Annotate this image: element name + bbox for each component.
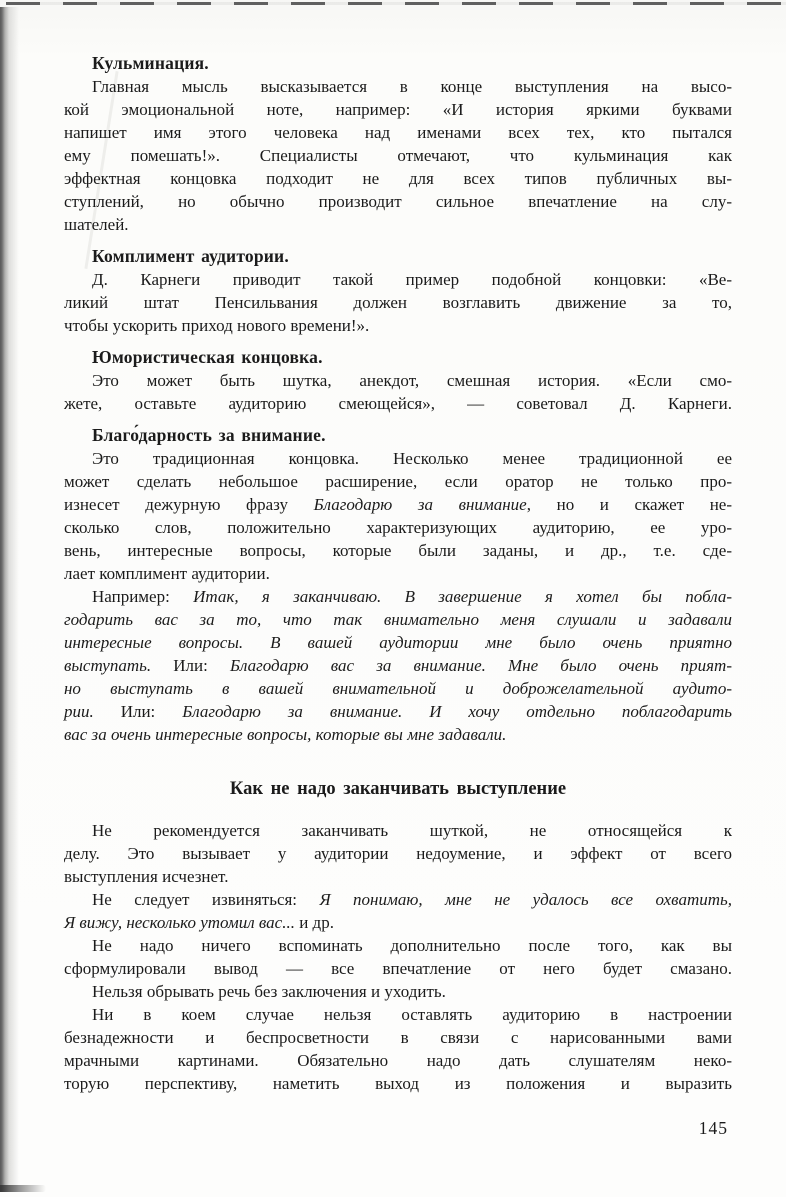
text-segment: ему помешать!». Специалисты отмечают, что кульминация как	[64, 146, 732, 165]
text-segment: но выступать в вашей внимательной и доброжелательной аудито-	[64, 679, 732, 698]
text-line	[64, 677, 732, 700]
text-line	[64, 1049, 732, 1072]
text-segment: Нельзя обрывать речь без заключения и уходить.	[92, 982, 446, 1001]
text-segment: торую перспективу, наметить выход из положения и выразить	[64, 1074, 732, 1093]
paragraph	[64, 1003, 732, 1095]
text-line	[64, 723, 732, 746]
text-block	[64, 52, 732, 1095]
text-segment: Я понимаю, мне не удалось все охватить,	[319, 890, 732, 909]
text-line	[64, 291, 732, 314]
text-segment: напишет имя этого человека над именами всех тех, кто пытался	[64, 123, 732, 142]
text-segment: и др.	[294, 913, 334, 932]
text-segment: Итак, я заканчиваю. В завершение я хотел бы побла-	[193, 587, 732, 606]
paragraph	[64, 819, 732, 888]
text-segment: чтобы ускорить приход нового времени!».	[64, 316, 370, 335]
text-segment: безнадежности и беспросветности в связи с нарисованными вами	[64, 1028, 732, 1047]
text-line	[64, 539, 732, 562]
paragraph	[64, 447, 732, 585]
text-segment: Благодарю вас за внимание. Мне было очень прият-	[229, 656, 732, 675]
text-segment: может сделать небольшое расширение, если оратор не только про-	[64, 472, 732, 491]
section-heading: Комплимент аудитории.	[92, 246, 289, 266]
text-line	[64, 268, 732, 291]
page-number: 145	[698, 1118, 728, 1138]
scan-bottom-corner-mark	[0, 1185, 46, 1192]
text-line	[64, 865, 732, 888]
text-line	[64, 957, 732, 980]
text-line	[64, 213, 732, 236]
text-segment: выступления исчезнет.	[64, 867, 229, 886]
text-line	[64, 980, 732, 1003]
text-segment: выступать.	[64, 656, 152, 675]
text-segment: кой эмоциональной ноте, например: «И история яркими буквами	[64, 100, 732, 119]
text-line	[64, 654, 732, 677]
text-line	[64, 1003, 732, 1026]
text-line	[64, 585, 732, 608]
paragraph	[64, 369, 732, 415]
text-segment: Д. Карнеги приводит такой пример подобной концовки: «Ве-	[92, 270, 732, 289]
text-segment: шателей.	[64, 215, 129, 234]
text-line	[64, 121, 732, 144]
text-segment: сформулировали вывод — все впечатление от него будет смазано.	[64, 959, 732, 978]
text-line	[64, 1072, 732, 1095]
paragraph	[64, 980, 732, 1003]
text-line	[64, 608, 732, 631]
text-segment: вень, интересные вопросы, которые были заданы, и др., т.е. сде-	[64, 541, 732, 560]
text-line	[64, 470, 732, 493]
text-line	[64, 934, 732, 957]
text-line	[64, 562, 732, 585]
section-heading: Кульминация.	[92, 53, 209, 73]
text-line	[64, 819, 732, 842]
text-line	[64, 144, 732, 167]
section-heading: Юмористическая концовка.	[92, 347, 323, 367]
text-line	[64, 369, 732, 392]
text-segment: , но и скажет не-	[526, 495, 733, 514]
text-segment: Не надо ничего вспоминать дополнительно после того, как вы	[92, 936, 732, 955]
text-line	[64, 167, 732, 190]
paragraph	[64, 888, 732, 934]
text-line	[64, 631, 732, 654]
text-segment: интересные вопросы. В вашей аудитории мне было очень приятно	[64, 633, 732, 652]
text-line	[64, 190, 732, 213]
text-segment: Это традиционная концовка. Несколько менее традиционной ее	[92, 449, 732, 468]
text-segment: Не рекомендуется заканчивать шуткой, не относящейся к	[92, 821, 732, 840]
text-line	[64, 842, 732, 865]
text-segment: делу. Это вызывает у аудитории недоумение, и эффект от всего	[64, 844, 732, 863]
text-line	[64, 1026, 732, 1049]
text-segment: Не следует извиняться:	[92, 890, 320, 909]
chapter-heading: Как не надо заканчивать выступление	[229, 779, 567, 799]
paragraph	[64, 268, 732, 337]
text-segment: эффектная концовка подходит не для всех типов публичных вы-	[64, 169, 732, 188]
text-segment: рии.	[64, 702, 94, 721]
text-segment: жете, оставьте аудиторию смеющейся», — советовал Д. Карнеги.	[64, 394, 732, 413]
text-segment: ликий штат Пенсильвания должен возглавить движение за то,	[64, 293, 732, 312]
text-segment: Я вижу, несколько утомил вас...	[64, 913, 295, 932]
text-segment: мрачными картинами. Обязательно надо дать слушателям неко-	[64, 1051, 732, 1070]
text-segment: Благодарю за внимание. И хочу отдельно поблагодарить	[182, 702, 732, 721]
text-line	[64, 98, 732, 121]
text-segment: Ни в коем случае нельзя оставлять аудиторию в настроении	[92, 1005, 732, 1024]
text-segment: годарить вас за то, что так внимательно меня слушали и задавали	[64, 610, 732, 629]
text-segment: вас за очень интересные вопросы, которые вы мне задавали.	[64, 725, 507, 744]
paragraph	[64, 75, 732, 236]
text-segment: Главная мысль высказывается в конце выступления на высо-	[92, 77, 732, 96]
text-segment: Например:	[92, 587, 194, 606]
text-line	[64, 888, 732, 911]
text-line	[64, 447, 732, 470]
text-segment: изнесет дежурную фразу	[64, 495, 314, 514]
text-line	[64, 493, 732, 516]
text-line	[64, 314, 732, 337]
paragraph	[64, 934, 732, 980]
scan-left-gutter-shadow	[0, 7, 20, 1192]
text-line	[64, 911, 732, 934]
text-segment: Или:	[93, 702, 183, 721]
paragraph	[64, 585, 732, 746]
section-heading: Благо́дарность за внимание.	[92, 425, 326, 445]
text-segment: сколько слов, положительно характеризующих аудиторию, ее уро-	[64, 518, 732, 537]
text-line	[64, 700, 732, 723]
text-segment: Благодарю за внимание	[313, 495, 527, 514]
text-line	[64, 75, 732, 98]
text-segment: Это может быть шутка, анекдот, смешная история. «Если смо-	[92, 371, 732, 390]
scan-top-edge-artifact	[6, 2, 786, 5]
text-segment: Или:	[151, 656, 230, 675]
text-segment: ступлений, но обычно производит сильное впечатление на слу-	[64, 192, 732, 211]
text-line	[64, 516, 732, 539]
text-line	[64, 392, 732, 415]
text-segment: лает комплимент аудитории.	[64, 564, 270, 583]
